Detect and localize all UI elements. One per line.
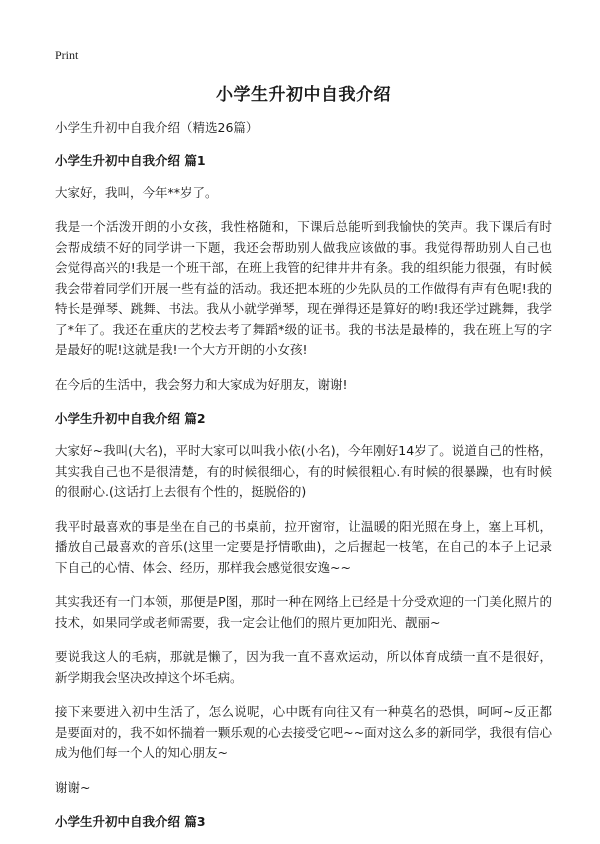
paragraph: 其实我还有一门本领，那便是P图，那时一种在网络上已经是十分受欢迎的一门美化照片的技术，如果同学或老师需要，我一定会让他们的照片更加阳光、靓丽~ [55,594,552,630]
paragraph: 接下来要进入初中生活了，怎么说呢，心中既有向往又有一种莫名的恐惧，呵呵~反正都是要面对的，我不如怀揣着一颗乐观的心去接受它吧~~面对这么多的新同学，我很有信心成为他们每一个人的知心朋友~ [55,704,552,760]
document-content [55,118,552,844]
section-heading-2: 小学生升初中自我介绍 篇2 [55,411,206,426]
paragraph: 大家好，我叫，今年**岁了。 [55,184,218,200]
paragraph: 我平时最喜欢的事是坐在自己的书桌前，拉开窗帘，让温暖的阳光照在身上，塞上耳机，播放自己最喜欢的音乐(这里一定要是抒情歌曲)，之后握起一枝笔，在自己的本子上记录下自己的心情、体会、经历，那样我会感觉很安逸~~ [55,518,552,575]
paragraph: 要说我这人的毛病，那就是懒了，因为我一直不喜欢运动，所以体育成绩一直不是很好，新学期我会坚决改掉这个坏毛病。 [55,649,552,685]
section-heading-3: 小学生升初中自我介绍 篇3 [55,814,206,829]
paragraph: 大家好~我叫(大名)，平时大家可以叫我小依(小名)，今年刚好14岁了。说道自己的性格，其实我自己也不是很清楚，有的时候很细心，有的时候很粗心.有时候的很暴躁，也有时候的很耐心.(这话打上去很有个性的，挺脱俗的) [55,443,552,499]
paragraph: 在今后的生活中，我会努力和大家成为好朋友，谢谢! [55,376,348,392]
paragraph: 谢谢~ [55,779,91,795]
print-label[interactable]: Print [55,48,79,62]
page-title: 小学生升初中自我介绍 [216,85,391,105]
section-heading-1: 小学生升初中自我介绍 篇1 [55,152,206,168]
document-subtitle: 小学生升初中自我介绍（精选26篇） [55,120,259,135]
paragraph: 我是一个活泼开朗的小女孩，我性格随和，下课后总能听到我愉快的笑声。我下课后有时会帮成绩不好的同学讲一下题，我还会帮助别人做我应该做的事。我觉得帮助别人自己也会觉得高兴的!我是一个班干部，在班上我管的纪律井井有条。我的组织能力很强，有时候我会带着同学们开展一些有益的活动。我还把本班的少先队员的工作做得有声有色呢!我的特长是弹琴、跳舞、书法。我从小就学弹琴，现在弹得还是算好的哟!我还学过跳舞，我学了*年了。我还在重庆的艺校去考了舞蹈*级的证书。我的书法是最棒的，我在班上写的字是最好的呢!这就是我!一个大方开朗的小女孩! [55,219,552,357]
